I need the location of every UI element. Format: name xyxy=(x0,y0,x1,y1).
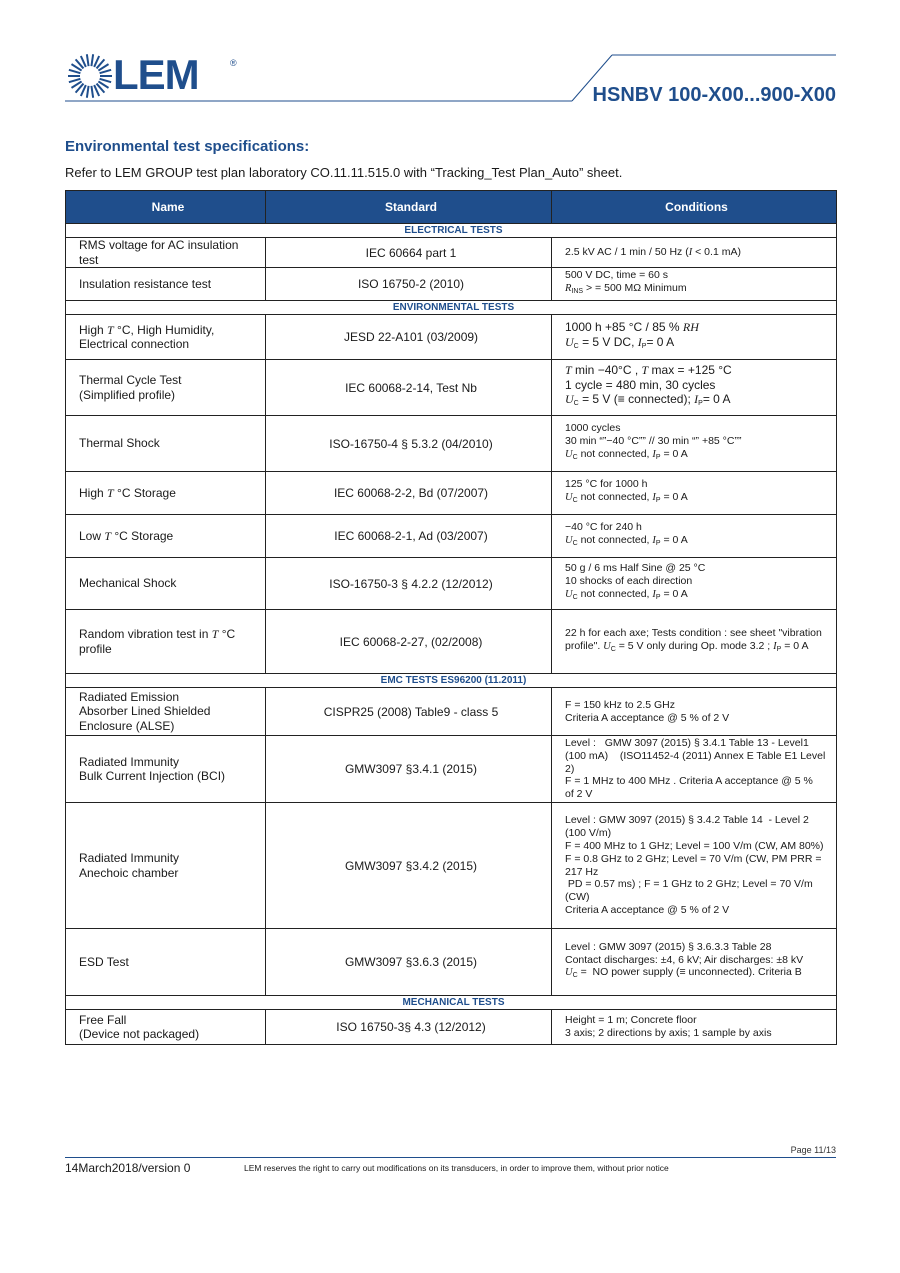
variable-symbol: I xyxy=(652,448,656,460)
conditions-cell xyxy=(552,238,837,268)
subscript: C xyxy=(572,453,578,461)
conditions-cell xyxy=(552,736,837,803)
subscript: INS xyxy=(571,288,584,295)
text-segment: = 0 A xyxy=(660,587,688,600)
page-number: Page 11/13 xyxy=(790,1145,836,1155)
standard-cell: IEC 60068-2-14, Test Nb xyxy=(266,360,552,416)
condition-line xyxy=(565,246,828,260)
condition-line xyxy=(565,320,828,335)
test-name-line: Insulation resistance test xyxy=(79,276,212,291)
text-segment: > = 500 MΩ Minimum xyxy=(583,282,687,294)
standard-cell: IEC 60664 part 1 xyxy=(266,238,552,268)
section-header-row xyxy=(66,674,837,688)
text-segment: 10 shocks of each direction xyxy=(565,575,693,588)
text-segment: °C Storage xyxy=(111,528,174,543)
text-segment: °C xyxy=(218,627,236,641)
conditions-cell xyxy=(552,610,837,674)
text-segment: (100 V/m) xyxy=(565,827,612,840)
subscript: C xyxy=(610,645,616,653)
table-body xyxy=(66,224,837,1045)
condition-line xyxy=(565,941,828,954)
condition-line xyxy=(565,763,828,776)
conditions-cell xyxy=(552,416,837,472)
standard-cell: JESD 22-A101 (03/2009) xyxy=(266,315,552,360)
condition-line xyxy=(565,378,828,393)
text-segment: = 0 A xyxy=(660,491,688,503)
text-segment: High xyxy=(79,322,108,337)
test-name-line: Thermal Cycle Test xyxy=(79,373,182,387)
section-header-row xyxy=(66,301,837,315)
table-row xyxy=(66,558,837,610)
test-name-cell xyxy=(66,315,266,360)
test-name-cell xyxy=(66,515,266,558)
test-name-line: Thermal Shock xyxy=(79,436,160,451)
table-row xyxy=(66,268,837,301)
test-name-line: Radiated Immunity xyxy=(79,851,180,865)
variable-symbol: I xyxy=(688,246,693,258)
text-segment: not connected, xyxy=(577,534,653,546)
test-name-line: (Device not packaged) xyxy=(79,1027,200,1041)
variable-symbol: U xyxy=(565,535,573,546)
intro-text: Refer to LEM GROUP test plan laboratory CO.11.11.515.0 with “Tracking_Test Plan_Auto” sheet. xyxy=(65,165,623,180)
condition-line xyxy=(565,1014,828,1027)
text-segment: Level : GMW 3097 (2015) § 3.4.2 Table 14 - Level 2 xyxy=(565,814,809,827)
condition-line xyxy=(565,534,828,551)
test-name-line: Free Fall xyxy=(79,1012,127,1027)
text-segment: = 0 A xyxy=(660,534,688,546)
subscript: C xyxy=(572,497,578,504)
standard-cell: ISO-16750-3 § 4.2.2 (12/2012) xyxy=(266,558,552,610)
condition-line xyxy=(565,827,828,840)
document-title: HSNBV 100-X00...900-X00 xyxy=(592,84,836,106)
condition-line xyxy=(565,712,828,725)
sunburst-ray xyxy=(69,79,81,82)
text-segment: F = 0.8 GHz to 2 GHz; Level = 70 V/m (CW, PM PRR = xyxy=(565,852,822,865)
text-segment: = 5 V (≡ connected); xyxy=(578,392,695,407)
text-segment: = 5 V only during Op. mode 3.2 ; xyxy=(615,639,774,652)
subscript: P xyxy=(655,593,661,601)
variable-symbol: T xyxy=(565,363,572,378)
variable-symbol: I xyxy=(637,334,642,349)
section-header: EMC TESTS ES96200 (11.2011) xyxy=(66,674,837,688)
column-header-standard: Standard xyxy=(266,191,552,224)
standard-cell: CISPR25 (2008) Table9 - class 5 xyxy=(266,688,552,736)
text-segment: = 0 A xyxy=(781,639,809,652)
condition-line xyxy=(565,448,828,465)
test-name-cell xyxy=(66,929,266,996)
test-name-line: Electrical connection xyxy=(79,337,190,351)
subscript: P xyxy=(655,540,661,547)
condition-line xyxy=(565,640,828,657)
conditions-cell xyxy=(552,558,837,610)
test-name-cell xyxy=(66,268,266,301)
text-segment: max = +125 °C xyxy=(648,363,732,378)
sunburst-ray xyxy=(87,54,89,66)
text-segment: = 5 V DC, xyxy=(578,334,638,349)
condition-line xyxy=(565,699,828,712)
subscript: C xyxy=(573,342,579,350)
text-segment: Low xyxy=(79,528,105,543)
test-name-cell xyxy=(66,610,266,674)
text-segment: 2) xyxy=(565,762,575,775)
text-segment: = 0 A xyxy=(702,392,731,407)
sunburst-ray xyxy=(69,70,81,73)
text-segment: not connected, xyxy=(577,447,653,460)
condition-line xyxy=(565,750,828,763)
section-header-row xyxy=(66,996,837,1010)
subscript: C xyxy=(572,972,578,980)
test-name-line xyxy=(79,486,257,501)
test-name-cell xyxy=(66,360,266,416)
sunburst-ray xyxy=(100,79,112,82)
text-segment: 30 min “”−40 °C”” // 30 min “” +85 °C”” xyxy=(565,435,742,448)
sunburst-ray xyxy=(87,86,89,98)
text-segment: Level : GMW 3097 (2015) § 3.6.3.3 Table 28 xyxy=(565,940,772,953)
table-row xyxy=(66,736,837,803)
conditions-cell xyxy=(552,803,837,929)
text-segment: 217 Hz xyxy=(565,865,599,878)
condition-line xyxy=(565,392,828,412)
text-segment: 500 V DC, time = 60 s xyxy=(565,269,669,282)
text-segment: −40 °C for 240 h xyxy=(565,521,642,534)
subscript: P xyxy=(655,497,661,504)
variable-symbol: U xyxy=(565,448,573,460)
test-name-cell xyxy=(66,472,266,515)
column-header-conditions: Conditions xyxy=(552,191,837,224)
text-segment: High xyxy=(79,485,108,500)
test-name-cell xyxy=(66,416,266,472)
conditions-cell xyxy=(552,315,837,360)
standard-cell: ISO 16750-2 (2010) xyxy=(266,268,552,301)
subscript: C xyxy=(572,593,578,601)
test-name-cell xyxy=(66,558,266,610)
condition-line xyxy=(565,814,828,827)
variable-symbol: U xyxy=(565,334,574,349)
variable-symbol: R xyxy=(565,283,572,294)
condition-line xyxy=(565,966,828,983)
condition-line xyxy=(565,422,828,435)
subscript: P xyxy=(641,342,647,350)
standard-cell: ISO-16750-4 § 5.3.2 (04/2010) xyxy=(266,416,552,472)
section-header: ENVIRONMENTAL TESTS xyxy=(66,301,837,315)
table-row xyxy=(66,803,837,929)
table-row xyxy=(66,238,837,268)
condition-line xyxy=(565,627,828,640)
text-segment: °C, High Humidity, xyxy=(113,322,215,337)
conditions-cell xyxy=(552,472,837,515)
variable-symbol: U xyxy=(565,588,573,600)
standard-cell: GMW3097 §3.4.2 (2015) xyxy=(266,803,552,929)
condition-line xyxy=(565,363,828,378)
table-row xyxy=(66,416,837,472)
section-header: MECHANICAL TESTS xyxy=(66,996,837,1010)
condition-line xyxy=(565,269,828,282)
sunburst-ray xyxy=(91,86,93,98)
test-name-line: test xyxy=(79,252,99,267)
lem-sunburst-icon xyxy=(68,54,112,98)
test-name-line: RMS voltage for AC insulation xyxy=(79,238,239,252)
table-header-row xyxy=(66,191,837,224)
test-name-line: Radiated Immunity xyxy=(79,754,180,769)
condition-line xyxy=(565,562,828,575)
text-segment: 1000 cycles xyxy=(565,422,621,435)
condition-line xyxy=(565,491,828,508)
text-segment: 3 axis; 2 directions by axis; 1 sample by axis xyxy=(565,1027,772,1039)
text-segment: Criteria A acceptance @ 5 % of 2 V xyxy=(565,711,730,724)
test-name-line: profile xyxy=(79,641,112,656)
standard-cell: ISO 16750-3§ 4.3 (12/2012) xyxy=(266,1010,552,1045)
conditions-cell xyxy=(552,360,837,416)
text-segment: Contact discharges: ±4, 6 kV; Air discharges: ±8 kV xyxy=(565,953,804,966)
variable-symbol: U xyxy=(565,967,573,979)
variable-symbol: I xyxy=(652,588,656,600)
test-name-line: Mechanical Shock xyxy=(79,576,177,591)
text-segment: = NO power supply (≡ unconnected). Criteria B xyxy=(577,966,802,979)
test-name-line: Enclosure (ALSE) xyxy=(79,718,175,733)
table-row xyxy=(66,688,837,736)
variable-symbol: I xyxy=(773,640,777,652)
variable-symbol: T xyxy=(107,322,114,337)
text-segment: Random vibration test in xyxy=(79,627,212,641)
table-row xyxy=(66,515,837,558)
text-segment: of 2 V xyxy=(565,788,593,801)
subscript: P xyxy=(655,453,661,461)
condition-line xyxy=(565,891,828,904)
text-segment: (100 mA) (ISO11452-4 (2011) Annex E Table E1 Level xyxy=(565,749,826,762)
condition-line xyxy=(565,788,828,801)
standard-cell: GMW3097 §3.6.3 (2015) xyxy=(266,929,552,996)
text-segment: °C Storage xyxy=(113,485,176,500)
condition-line xyxy=(565,575,828,588)
table-row xyxy=(66,1010,837,1045)
test-name-cell xyxy=(66,803,266,929)
sunburst-ray xyxy=(91,54,93,66)
table-row xyxy=(66,472,837,515)
table-row xyxy=(66,360,837,416)
text-segment: not connected, xyxy=(577,587,653,600)
sunburst-ray xyxy=(100,70,112,73)
section-header: ELECTRICAL TESTS xyxy=(66,224,837,238)
variable-symbol: U xyxy=(603,640,611,652)
text-segment: = 0 A xyxy=(660,447,688,460)
text-segment: 125 °C for 1000 h xyxy=(565,478,648,491)
condition-line xyxy=(565,521,828,534)
condition-line xyxy=(565,954,828,967)
standard-cell: IEC 60068-2-27, (02/2008) xyxy=(266,610,552,674)
table-row xyxy=(66,610,837,674)
table-row xyxy=(66,315,837,360)
text-segment: PD = 0.57 ms) ; F = 1 GHz to 2 GHz; Level = 70 V/m xyxy=(565,878,813,891)
condition-line xyxy=(565,282,828,299)
column-header-name: Name xyxy=(66,191,266,224)
test-name-cell xyxy=(66,736,266,803)
text-segment: 50 g / 6 ms Half Sine @ 25 °C xyxy=(565,562,706,575)
text-segment: F = 400 MHz to 1 GHz; Level = 100 V/m (CW, AM 80%) xyxy=(565,839,824,852)
text-segment: Level : GMW 3097 (2015) § 3.4.1 Table 13 - Level1 xyxy=(565,737,809,749)
conditions-cell xyxy=(552,929,837,996)
footer-rule xyxy=(65,1157,836,1158)
variable-symbol: U xyxy=(565,492,573,503)
condition-line xyxy=(565,866,828,879)
footer-date-version: 14March2018/version 0 xyxy=(65,1161,191,1175)
test-name-cell xyxy=(66,688,266,736)
lem-logo-text: LEM xyxy=(113,51,199,98)
subscript: P xyxy=(698,400,703,408)
test-name-line: Absorber Lined Shielded xyxy=(79,704,211,719)
condition-line xyxy=(565,904,828,917)
standard-cell: IEC 60068-2-1, Ad (03/2007) xyxy=(266,515,552,558)
conditions-cell xyxy=(552,268,837,301)
text-segment: < 0.1 mA) xyxy=(692,245,741,258)
variable-symbol: T xyxy=(104,528,112,543)
condition-line xyxy=(565,853,828,866)
text-segment: 1000 h +85 °C / 85 % xyxy=(565,320,683,334)
variable-symbol: I xyxy=(694,392,699,407)
condition-line xyxy=(565,878,828,891)
text-segment: not connected, xyxy=(577,491,653,503)
text-segment: (CW) xyxy=(565,891,590,904)
subscript: C xyxy=(573,400,579,408)
condition-line xyxy=(565,775,828,788)
text-segment: 1 cycle = 480 min, 30 cycles xyxy=(565,377,716,392)
variable-symbol: I xyxy=(652,492,656,503)
condition-line xyxy=(565,478,828,491)
section-title: Environmental test specifications: xyxy=(65,138,310,155)
test-name-line: Anechoic chamber xyxy=(79,865,179,880)
environmental-test-table xyxy=(65,190,837,1045)
text-segment: Height = 1 m; Concrete floor xyxy=(565,1014,697,1027)
footer-disclaimer: LEM reserves the right to carry out modifications on its transducers, in order to improve them, without prior notice xyxy=(244,1163,669,1173)
test-name-line: Radiated Emission xyxy=(79,689,180,704)
test-name-line: Bulk Current Injection (BCI) xyxy=(79,769,226,783)
variable-symbol: U xyxy=(565,392,574,407)
subscript: P xyxy=(776,645,782,653)
variable-symbol: T xyxy=(107,485,114,500)
condition-line xyxy=(565,737,828,750)
condition-line xyxy=(565,840,828,853)
conditions-cell xyxy=(552,688,837,736)
standard-cell: IEC 60068-2-2, Bd (07/2007) xyxy=(266,472,552,515)
standard-cell: GMW3097 §3.4.1 (2015) xyxy=(266,736,552,803)
variable-symbol: RH xyxy=(682,320,699,334)
page-header xyxy=(0,0,900,110)
condition-line xyxy=(565,1027,828,1040)
variable-symbol: T xyxy=(641,363,649,378)
text-segment: Criteria A acceptance @ 5 % of 2 V xyxy=(565,903,730,916)
variable-symbol: I xyxy=(652,535,656,546)
test-name-cell xyxy=(66,238,266,268)
conditions-cell xyxy=(552,515,837,558)
test-name-line: (Simplified profile) xyxy=(79,387,176,402)
registered-mark: ® xyxy=(230,58,237,68)
text-segment: profile". xyxy=(565,639,604,652)
subscript: C xyxy=(572,540,578,547)
test-name-line xyxy=(79,323,257,338)
text-segment: 22 h for each axe; Tests condition : see sheet "vibration xyxy=(565,626,822,639)
condition-line xyxy=(565,335,828,355)
condition-line xyxy=(565,588,828,605)
section-header-row xyxy=(66,224,837,238)
test-name-line xyxy=(79,529,257,544)
text-segment: F = 150 kHz to 2.5 GHz xyxy=(565,698,676,711)
condition-line xyxy=(565,435,828,448)
text-segment: = 0 A xyxy=(646,334,675,349)
variable-symbol: T xyxy=(211,627,219,641)
test-name-line: ESD Test xyxy=(79,954,129,969)
test-name-line xyxy=(79,627,257,642)
conditions-cell xyxy=(552,1010,837,1045)
text-segment: 2.5 kV AC / 1 min / 50 Hz ( xyxy=(565,245,689,258)
text-segment: F = 1 MHz to 400 MHz . Criteria A acceptance @ 5 % xyxy=(565,775,813,788)
test-name-cell xyxy=(66,1010,266,1045)
text-segment: min −40°C , xyxy=(571,363,642,378)
table-row xyxy=(66,929,837,996)
